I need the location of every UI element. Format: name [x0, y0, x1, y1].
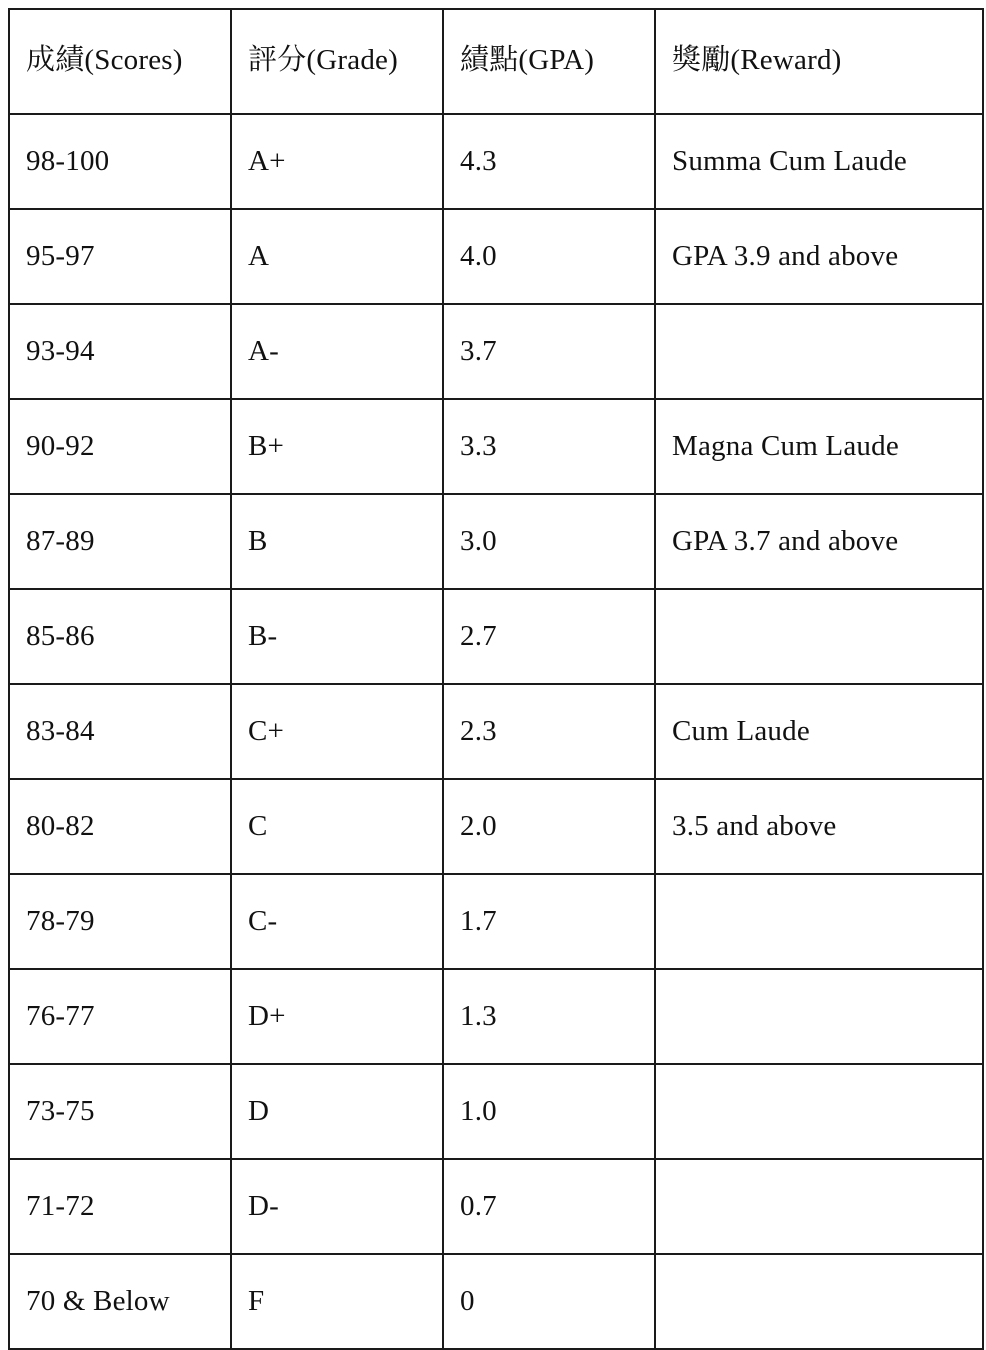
- cell-grade: A+: [231, 114, 443, 209]
- cell-reward: [655, 304, 983, 399]
- cell-reward: Cum Laude: [655, 684, 983, 779]
- cell-grade: C+: [231, 684, 443, 779]
- cell-scores: 76-77: [9, 969, 231, 1064]
- cell-reward: [655, 1254, 983, 1349]
- cell-grade: A-: [231, 304, 443, 399]
- cell-reward: [655, 1064, 983, 1159]
- table-header-row: [9, 9, 983, 114]
- table-row: [9, 1159, 983, 1254]
- cell-gpa: 0.7: [443, 1159, 655, 1254]
- cell-scores: 90-92: [9, 399, 231, 494]
- cell-reward: 3.5 and above: [655, 779, 983, 874]
- cell-grade: C-: [231, 874, 443, 969]
- cell-reward: Summa Cum Laude: [655, 114, 983, 209]
- cell-scores: 70 & Below: [9, 1254, 231, 1349]
- cell-gpa: 4.3: [443, 114, 655, 209]
- header-grade: 評分(Grade): [231, 9, 443, 114]
- table-row: [9, 494, 983, 589]
- cell-grade: B-: [231, 589, 443, 684]
- cell-grade: D+: [231, 969, 443, 1064]
- cell-gpa: 0: [443, 1254, 655, 1349]
- cell-reward: GPA 3.9 and above: [655, 209, 983, 304]
- cell-grade: D-: [231, 1159, 443, 1254]
- cell-reward: [655, 589, 983, 684]
- cell-gpa: 3.7: [443, 304, 655, 399]
- cell-gpa: 1.3: [443, 969, 655, 1064]
- cell-reward: [655, 1159, 983, 1254]
- cell-grade: C: [231, 779, 443, 874]
- cell-scores: 73-75: [9, 1064, 231, 1159]
- cell-gpa: 4.0: [443, 209, 655, 304]
- table-row: [9, 874, 983, 969]
- cell-reward: [655, 969, 983, 1064]
- table-row: [9, 1064, 983, 1159]
- cell-scores: 80-82: [9, 779, 231, 874]
- cell-grade: B: [231, 494, 443, 589]
- cell-scores: 95-97: [9, 209, 231, 304]
- cell-grade: B+: [231, 399, 443, 494]
- cell-grade: A: [231, 209, 443, 304]
- table-row: [9, 209, 983, 304]
- cell-scores: 78-79: [9, 874, 231, 969]
- header-scores: 成績(Scores): [9, 9, 231, 114]
- grading-scale-table: [8, 8, 984, 1350]
- cell-reward: Magna Cum Laude: [655, 399, 983, 494]
- cell-grade: F: [231, 1254, 443, 1349]
- cell-gpa: 1.7: [443, 874, 655, 969]
- cell-scores: 98-100: [9, 114, 231, 209]
- table-row: [9, 1254, 983, 1349]
- table-row: [9, 779, 983, 874]
- table-row: [9, 589, 983, 684]
- cell-gpa: 3.0: [443, 494, 655, 589]
- cell-gpa: 1.0: [443, 1064, 655, 1159]
- table-row: [9, 684, 983, 779]
- cell-scores: 87-89: [9, 494, 231, 589]
- cell-scores: 83-84: [9, 684, 231, 779]
- table-row: [9, 114, 983, 209]
- table-row: [9, 304, 983, 399]
- header-reward: 獎勵(Reward): [655, 9, 983, 114]
- cell-gpa: 2.7: [443, 589, 655, 684]
- cell-gpa: 3.3: [443, 399, 655, 494]
- cell-scores: 85-86: [9, 589, 231, 684]
- cell-reward: [655, 874, 983, 969]
- cell-grade: D: [231, 1064, 443, 1159]
- cell-reward: GPA 3.7 and above: [655, 494, 983, 589]
- header-gpa: 績點(GPA): [443, 9, 655, 114]
- table-row: [9, 399, 983, 494]
- cell-scores: 93-94: [9, 304, 231, 399]
- cell-gpa: 2.0: [443, 779, 655, 874]
- cell-gpa: 2.3: [443, 684, 655, 779]
- cell-scores: 71-72: [9, 1159, 231, 1254]
- table-row: [9, 969, 983, 1064]
